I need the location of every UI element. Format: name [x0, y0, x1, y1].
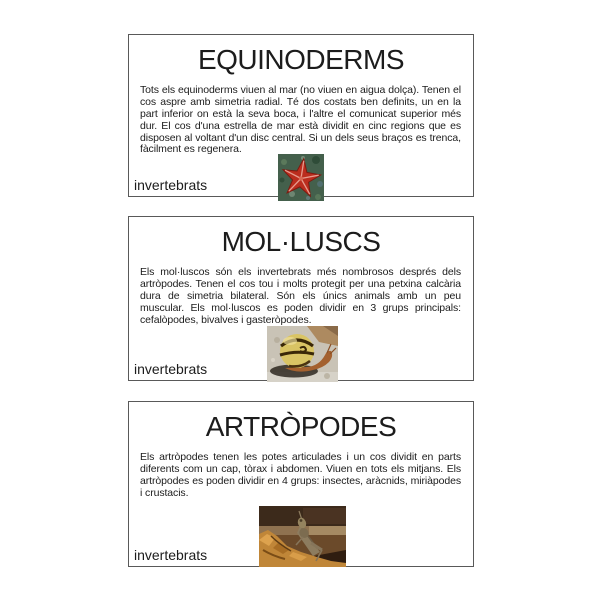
card-body-text: Tots els equinoderms viuen al mar (no viuen en aigua dolça). Tenen el cos aspre amb simetria radial. Té dos costats ben definits, un en la part inferior on està la seva boca, i l'altre el comunicat superior més dur. El cos d'una estrella de mar està dividit en cinc regions que es disposen al voltant d'un disc central. Si un dels seus braços es trenca, fàcilment es regenera.	[140, 84, 461, 156]
card-molluscs	[128, 216, 474, 381]
card-title: EQUINODERMS	[197, 44, 405, 75]
card-equinoderms	[128, 34, 474, 197]
card-body-text: Els mol·luscos són els invertebrats més nombrosos després dels artròpodes. Tenen el cos tou i molts protegit per una petxina calcària dura de simetria bilateral. Són els únics animals amb un peu muscular. Els mol·luscos es poden dividir en 3 grups principals: cefalòpodes, bivalves i gasteròpodes.	[140, 266, 461, 326]
card-title: MOL·LUSCS	[221, 226, 381, 257]
card-title: ARTRÒPODES	[205, 411, 397, 442]
card-arthropods	[128, 401, 474, 567]
snail-photo	[267, 326, 338, 382]
starfish-photo	[278, 154, 324, 201]
category-label: invertebrats	[134, 361, 208, 377]
category-label: invertebrats	[134, 547, 208, 563]
grasshopper-photo	[259, 506, 346, 567]
category-label: invertebrats	[134, 177, 208, 193]
card-body-text: Els artròpodes tenen les potes articulades i un cos dividit en parts diferents com un cap, tòrax i abdomen. Viuen en tots els mitjans. Els artròpodes es poden dividir en 4 grups: insectes, aràcnids, miriàpodes i crustacis.	[140, 451, 461, 499]
